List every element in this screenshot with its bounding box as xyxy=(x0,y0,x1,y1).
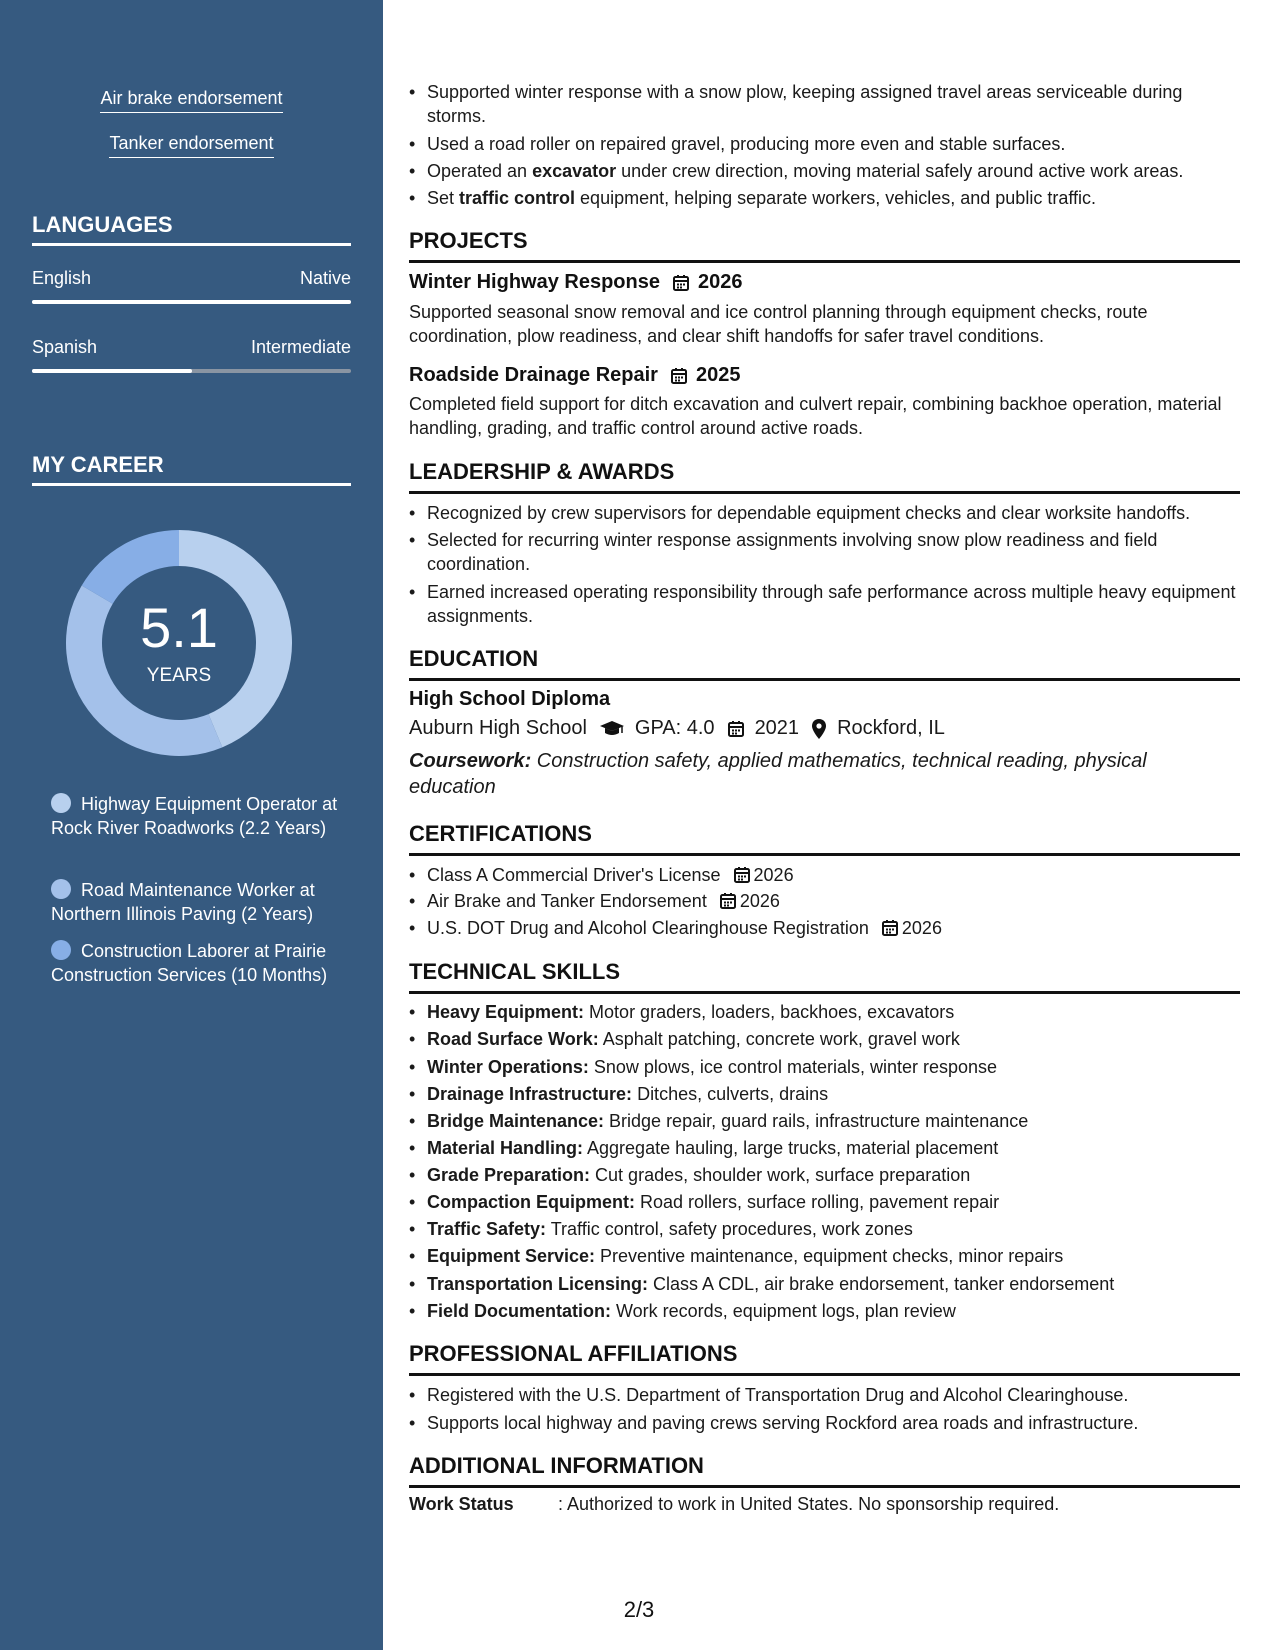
leadership-heading: LEADERSHIP & AWARDS xyxy=(409,459,1240,494)
language-row-english xyxy=(32,268,351,289)
language-row-spanish xyxy=(32,337,351,358)
calendar-icon xyxy=(733,866,751,884)
career-donut-segment-2 xyxy=(82,530,179,604)
leadership-item: • Earned increased operating responsibility through safe performance across multiple heavy equipment assignments. xyxy=(409,580,1240,628)
career-item-text: Road Maintenance Worker at Northern Illinois Paving (2 Years) xyxy=(51,880,315,924)
endorsement-label: Air brake endorsement xyxy=(100,88,282,113)
certification-name: Air Brake and Tanker Endorsement xyxy=(427,891,707,911)
education-coursework xyxy=(409,748,1229,800)
education-degree: High School Diploma xyxy=(409,688,611,710)
location-pin-icon xyxy=(811,718,827,740)
project-description: Supported seasonal snow removal and ice control planning through equipment checks, route coordination, plow readiness, and clear shift handoffs for safer travel conditions. xyxy=(409,302,1148,346)
affiliations-heading: PROFESSIONAL AFFILIATIONS xyxy=(409,1341,1240,1376)
career-item-text: Highway Equipment Operator at Rock River Roadworks (2.2 Years) xyxy=(51,794,338,838)
career-legend-dot xyxy=(51,940,71,960)
education-details xyxy=(409,717,1240,740)
skill-item: • Heavy Equipment: Motor graders, loaders, backhoes, excavators xyxy=(409,1000,1240,1024)
career-item xyxy=(51,878,341,926)
career-heading: MY CAREER xyxy=(32,452,351,486)
certification-item xyxy=(409,863,1240,887)
language-bar-fill xyxy=(32,369,192,373)
technical-skills-heading: TECHNICAL SKILLS xyxy=(409,959,1240,994)
project-title xyxy=(409,364,740,387)
education-location: Rockford, IL xyxy=(837,717,945,739)
work-status-value: : Authorized to work in United States. No sponsorship required. xyxy=(558,1494,1060,1514)
experience-bullet: • Operated an excavator under crew direction, moving material safely around active work areas. xyxy=(409,159,1240,183)
skill-item: • Compaction Equipment: Road rollers, surface rolling, pavement repair xyxy=(409,1190,1240,1214)
calendar-icon xyxy=(719,892,737,910)
languages-heading: LANGUAGES xyxy=(32,212,351,246)
experience-bullet: • Supported winter response with a snow plow, keeping assigned travel areas serviceable during storms. xyxy=(409,80,1240,128)
school-name: Auburn High School xyxy=(409,717,587,739)
project-title xyxy=(409,271,742,294)
project-name: Winter Highway Response xyxy=(409,271,660,293)
coursework-label: Coursework: xyxy=(409,750,532,772)
sidebar xyxy=(0,0,383,1650)
additional-info-heading: ADDITIONAL INFORMATION xyxy=(409,1453,1240,1488)
skill-item: • Equipment Service: Preventive maintenance, equipment checks, minor repairs xyxy=(409,1244,1240,1268)
language-name: Spanish xyxy=(32,337,98,357)
certification-item xyxy=(409,916,1240,940)
page-number: 2/3 xyxy=(623,1597,655,1622)
experience-bullet: • Set traffic control equipment, helping separate workers, vehicles, and public traffic. xyxy=(409,186,1240,210)
skill-item: • Road Surface Work: Asphalt patching, concrete work, gravel work xyxy=(409,1027,1240,1051)
calendar-icon xyxy=(670,367,688,385)
certification-name: U.S. DOT Drug and Alcohol Clearinghouse Registration xyxy=(427,918,869,938)
certification-year: 2026 xyxy=(901,918,942,938)
project-year: 2026 xyxy=(697,271,743,293)
experience-bullet: • Used a road roller on repaired gravel, producing more even and stable surfaces. xyxy=(409,132,1240,156)
certifications-heading: CERTIFICATIONS xyxy=(409,821,1240,856)
projects-heading: PROJECTS xyxy=(409,228,1240,263)
work-status-row xyxy=(409,1494,1240,1515)
career-total-unit: YEARS xyxy=(146,665,212,686)
language-name: English xyxy=(32,268,92,288)
project-description: Completed field support for ditch excavation and culvert repair, combining backhoe operation, material handling, grading, and traffic control around active roads. xyxy=(409,394,1222,438)
language-level: Native xyxy=(299,268,351,288)
language-bar-spanish xyxy=(32,369,351,373)
endorsement-label: Tanker endorsement xyxy=(109,133,273,158)
language-bar-fill xyxy=(32,300,351,304)
career-item xyxy=(51,939,341,987)
education-heading: EDUCATION xyxy=(409,646,1240,681)
career-legend-dot xyxy=(51,879,71,899)
work-status-label: Work Status xyxy=(409,1494,514,1514)
skill-item: • Traffic Safety: Traffic control, safety procedures, work zones xyxy=(409,1217,1240,1241)
career-total-years: 5.1 xyxy=(140,596,218,659)
endorsement-link-air-brake[interactable] xyxy=(0,88,383,113)
coursework-text: Construction safety, applied mathematics, technical reading, physical education xyxy=(409,750,1147,798)
skill-item: • Winter Operations: Snow plows, ice control materials, winter response xyxy=(409,1055,1240,1079)
project-year: 2025 xyxy=(695,364,741,386)
skill-item: • Material Handling: Aggregate hauling, large trucks, material placement xyxy=(409,1136,1240,1160)
certification-year: 2026 xyxy=(739,891,780,911)
language-level: Intermediate xyxy=(250,337,351,357)
affiliation-item: • Registered with the U.S. Department of Transportation Drug and Alcohol Clearinghouse. xyxy=(409,1383,1240,1407)
certification-item xyxy=(409,889,1240,913)
language-bar-english xyxy=(32,300,351,304)
certification-year: 2026 xyxy=(753,865,794,885)
calendar-icon xyxy=(881,919,899,937)
career-item xyxy=(51,792,341,840)
skill-item: • Transportation Licensing: Class A CDL, air brake endorsement, tanker endorsement xyxy=(409,1272,1240,1296)
career-item-text: Construction Laborer at Prairie Construction Services (10 Months) xyxy=(51,941,328,985)
skill-item: • Grade Preparation: Cut grades, shoulder work, surface preparation xyxy=(409,1163,1240,1187)
leadership-item: • Recognized by crew supervisors for dependable equipment checks and clear worksite handoffs. xyxy=(409,501,1240,525)
skill-item: • Field Documentation: Work records, equipment logs, plan review xyxy=(409,1299,1240,1323)
career-legend-dot xyxy=(51,793,71,813)
leadership-item: • Selected for recurring winter response assignments involving snow plow readiness and field coordination. xyxy=(409,528,1240,576)
graduation-cap-icon xyxy=(599,719,625,739)
skill-item: • Drainage Infrastructure: Ditches, culverts, drains xyxy=(409,1082,1240,1106)
calendar-icon xyxy=(727,720,745,738)
education-gpa: GPA: 4.0 xyxy=(634,717,715,739)
skill-item: • Bridge Maintenance: Bridge repair, guard rails, infrastructure maintenance xyxy=(409,1109,1240,1133)
affiliation-item: • Supports local highway and paving crews serving Rockford area roads and infrastructure. xyxy=(409,1411,1240,1435)
endorsement-link-tanker[interactable] xyxy=(0,133,383,158)
education-year: 2021 xyxy=(754,717,800,739)
calendar-icon xyxy=(672,274,690,292)
project-name: Roadside Drainage Repair xyxy=(409,364,658,386)
certification-name: Class A Commercial Driver's License xyxy=(427,865,721,885)
